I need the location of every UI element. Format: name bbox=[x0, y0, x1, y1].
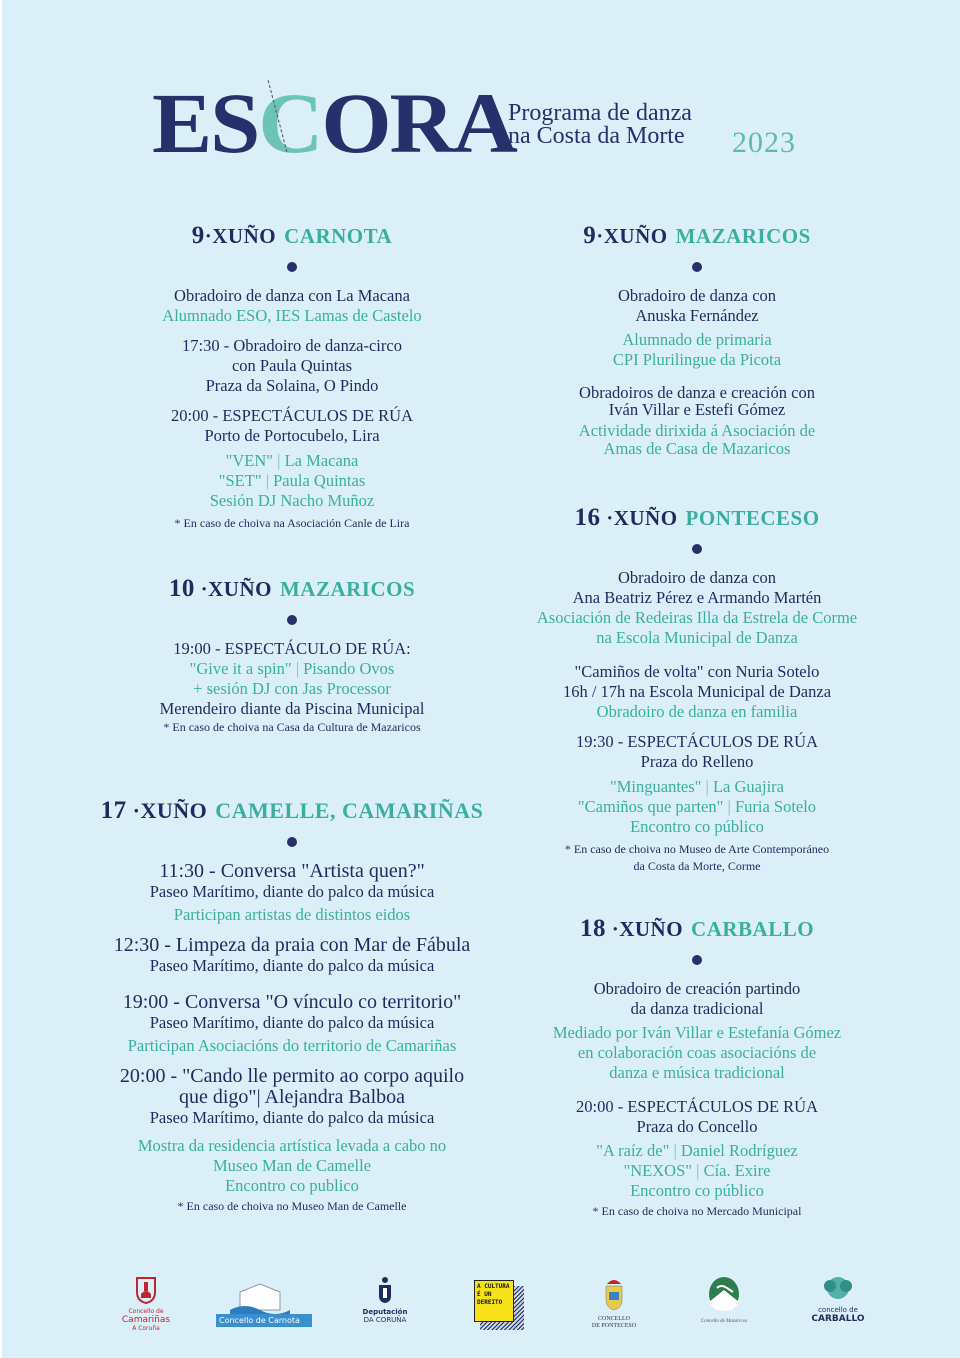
escora-logo bbox=[152, 75, 516, 171]
performance-line bbox=[502, 777, 892, 797]
show-title: "Camiños que parten" bbox=[577, 797, 724, 816]
day-place: MAZARICOS bbox=[279, 577, 416, 601]
logo-caption: Concello de Mazaricos bbox=[700, 1319, 748, 1324]
logo-caption: CONCELLO bbox=[598, 1316, 630, 1322]
show-artist: Paula Quintas bbox=[273, 471, 366, 490]
event-detail: Amas de Casa de Mazaricos bbox=[603, 439, 791, 458]
logo-caption: É UN DEREITO bbox=[477, 1291, 503, 1306]
bullet-dot bbox=[692, 955, 702, 965]
separator: | bbox=[673, 1141, 677, 1160]
tagline-line-2: na Costa da Morte bbox=[508, 123, 685, 149]
performance-line bbox=[92, 471, 492, 491]
bullet-dot bbox=[287, 615, 297, 625]
day-place: PONTECESO bbox=[685, 506, 820, 530]
logo-caption: concello de bbox=[818, 1306, 858, 1314]
event-block bbox=[502, 662, 892, 722]
day-section-carnota bbox=[92, 222, 492, 542]
year: 2023 bbox=[732, 126, 796, 159]
event-block bbox=[92, 406, 492, 532]
event-location: Porto de Portocubelo, Lira bbox=[204, 426, 380, 445]
logo-c-letter: C bbox=[258, 75, 322, 171]
event-location: Merendeiro diante da Piscina Municipal bbox=[159, 699, 425, 718]
camarinas-shield-icon bbox=[135, 1276, 157, 1304]
event-title: Obradoiros de danza e creación con bbox=[579, 383, 815, 402]
day-section-ponteceso bbox=[502, 504, 892, 885]
event-title: 11:30 - Conversa "Artista quen?" bbox=[159, 860, 425, 882]
mazaricos-heron-icon bbox=[707, 1276, 741, 1314]
day-number: 16 bbox=[574, 504, 601, 531]
logo-caption: A Coruña bbox=[132, 1325, 160, 1332]
day-number: 9 bbox=[583, 222, 597, 249]
event-title: que digo"| Alejandra Balboa bbox=[179, 1086, 405, 1108]
bullet-dot bbox=[692, 544, 702, 554]
separator: | bbox=[295, 659, 299, 678]
show-title: "A raíz de" bbox=[596, 1141, 670, 1160]
bullet-dot bbox=[287, 262, 297, 272]
separator: | bbox=[696, 1161, 700, 1180]
logo-carnota bbox=[216, 1276, 316, 1336]
event-detail: na Escola Municipal de Danza bbox=[596, 628, 798, 647]
event-title: 20:00 - ESPECTÁCULOS DE RÚA bbox=[170, 406, 413, 425]
day-number: 17 bbox=[100, 797, 127, 824]
day-heading bbox=[92, 222, 492, 250]
logo-deputacion bbox=[360, 1276, 410, 1336]
tagline bbox=[508, 102, 692, 148]
event-detail: Mostra da residencia artística levada a cabo no bbox=[137, 1136, 447, 1155]
event-block bbox=[92, 935, 492, 976]
day-section-mazaricos-10 bbox=[92, 575, 492, 746]
event-block bbox=[92, 992, 492, 1056]
logo-prefix: ES bbox=[152, 75, 259, 171]
day-month: ·XUÑO bbox=[596, 224, 668, 248]
show-title: "NEXOS" bbox=[623, 1161, 692, 1180]
event-title: "Camiños de volta" con Nuria Sotelo bbox=[574, 662, 820, 681]
day-section-camelle bbox=[92, 797, 492, 1225]
logo-caption: DE PONTECESO bbox=[591, 1323, 637, 1329]
event-location: Paseo Marítimo, diante do palco da música bbox=[149, 1108, 435, 1127]
day-place: CAMELLE, CAMARIÑAS bbox=[215, 798, 484, 823]
show-title: "Give it a spin" bbox=[189, 659, 292, 678]
show-artist: La Guajira bbox=[712, 777, 784, 796]
event-title: Obradoiro de danza con bbox=[617, 568, 777, 587]
day-heading bbox=[92, 797, 492, 825]
day-place: CARBALLO bbox=[691, 917, 815, 941]
event-location: Praza do Concello bbox=[636, 1117, 758, 1136]
day-month: ·XUÑO bbox=[204, 224, 277, 248]
performance-line: + sesión DJ con Jas Processor bbox=[193, 679, 391, 698]
separator: | bbox=[727, 797, 731, 816]
show-artist: Daniel Rodríguez bbox=[680, 1141, 798, 1160]
event-location: Praza da Solaina, O Pindo bbox=[205, 376, 379, 395]
logo-suffix: ORA bbox=[321, 75, 516, 171]
event-block bbox=[502, 568, 892, 648]
rain-note: da Costa da Morte, Corme bbox=[633, 859, 761, 873]
event-location: Paseo Marítimo, diante do palco da música bbox=[149, 956, 435, 975]
day-place: CARNOTA bbox=[284, 224, 393, 248]
event-detail: Actividade dirixida á Asociación de bbox=[578, 421, 816, 440]
event-detail: danza e música tradicional bbox=[609, 1063, 785, 1082]
event-detail: Encontro co publico bbox=[225, 1176, 359, 1195]
day-number: 18 bbox=[579, 915, 606, 942]
rain-note: * En caso de choiva no Museo Man de Camelle bbox=[177, 1199, 407, 1213]
deputacion-crest-icon bbox=[377, 1276, 393, 1304]
day-section-mazaricos-9 bbox=[502, 222, 892, 468]
event-detail: Mediado por Iván Villar e Estefanía Gómez bbox=[552, 1023, 842, 1042]
event-title: 20:00 - ESPECTÁCULOS DE RÚA bbox=[575, 1097, 818, 1116]
bullet-dot bbox=[692, 262, 702, 272]
logo-mazaricos bbox=[696, 1276, 752, 1336]
rain-note: * En caso de choiva na Asociación Canle de Lira bbox=[174, 516, 410, 530]
rain-note: * En caso de choiva na Casa da Cultura de Mazaricos bbox=[163, 720, 421, 734]
day-place: MAZARICOS bbox=[675, 224, 811, 248]
logo-caption: Concello de Carnota bbox=[216, 1314, 312, 1327]
event-title: 20:00 - "Cando lle permito ao corpo aquilo bbox=[119, 1065, 465, 1087]
performance-line: Encontro co público bbox=[630, 817, 764, 836]
event-block bbox=[92, 286, 492, 326]
header bbox=[152, 75, 832, 171]
performance-line bbox=[502, 1161, 892, 1181]
sponsor-logos bbox=[102, 1276, 882, 1340]
event-block bbox=[92, 336, 492, 396]
rain-note: * En caso de choiva no Museo de Arte Contemporáneo bbox=[564, 842, 830, 856]
event-title: con Paula Quintas bbox=[231, 356, 353, 375]
event-location: Paseo Marítimo, diante do palco da música bbox=[149, 1013, 435, 1032]
day-month: ·XUÑO bbox=[606, 506, 678, 530]
show-artist: Cía. Exire bbox=[703, 1161, 771, 1180]
tagline-line-1: Programa de danza bbox=[508, 100, 692, 126]
cultura-box bbox=[474, 1280, 514, 1322]
event-block bbox=[502, 1097, 892, 1220]
event-detail: Participan artistas de distintos eidos bbox=[173, 905, 411, 924]
event-title: 17:30 - Obradoiro de danza-circo bbox=[182, 336, 402, 355]
event-title: Obradoiro de danza con bbox=[617, 286, 777, 305]
performance-line: Encontro co público bbox=[630, 1181, 764, 1200]
logo-ponteceso bbox=[584, 1276, 644, 1336]
event-block bbox=[502, 286, 892, 370]
logo-camarinas bbox=[118, 1276, 174, 1336]
separator: | bbox=[277, 451, 281, 470]
day-heading bbox=[502, 222, 892, 250]
show-artist: Pisando Ovos bbox=[303, 659, 395, 678]
event-title: 19:30 - ESPECTÁCULOS DE RÚA bbox=[575, 732, 818, 751]
event-detail: Obradoiro de danza en familia bbox=[596, 702, 798, 721]
logo-caption: Concello de bbox=[128, 1308, 164, 1315]
day-month: ·XUÑO bbox=[132, 798, 208, 823]
day-heading bbox=[92, 575, 492, 603]
event-block bbox=[92, 1066, 492, 1215]
event-title: Obradoiro de creación partindo bbox=[593, 979, 801, 998]
event-title: Anuska Fernández bbox=[635, 306, 759, 325]
event-title: da danza tradicional bbox=[630, 999, 764, 1018]
show-artist: La Macana bbox=[284, 451, 359, 470]
event-location: Praza do Relleno bbox=[640, 752, 754, 771]
performance-line bbox=[502, 1141, 892, 1161]
event-block bbox=[502, 732, 892, 875]
event-detail: en colaboración coas asociacións de bbox=[577, 1043, 817, 1062]
event-detail: CPI Plurilingue da Picota bbox=[612, 350, 782, 369]
carballo-tree-icon bbox=[820, 1276, 856, 1302]
event-location: Paseo Marítimo, diante do palco da música bbox=[149, 882, 435, 901]
event-title: Iván Villar e Estefi Gómez bbox=[608, 400, 786, 419]
logo-caption: CARBALLO bbox=[811, 1314, 865, 1324]
event-title: Ana Beatriz Pérez e Armando Martén bbox=[572, 588, 822, 607]
logo-caption: A CULTURA bbox=[477, 1283, 510, 1290]
event-title: 12:30 - Limpeza da praia con Mar de Fábula bbox=[113, 934, 471, 956]
event-title: 19:00 - Conversa "O vínculo co territorio" bbox=[122, 991, 462, 1013]
day-month: ·XUÑO bbox=[611, 917, 684, 941]
day-month: ·XUÑO bbox=[200, 577, 272, 601]
event-detail: Asociación de Redeiras Illa da Estrela de Corme bbox=[536, 608, 858, 627]
show-title: "VEN" bbox=[225, 451, 274, 470]
event-detail: Museo Man de Camelle bbox=[212, 1156, 372, 1175]
bullet-dot bbox=[287, 837, 297, 847]
logo-caption: DA CORUÑA bbox=[363, 1316, 407, 1324]
day-number: 10 bbox=[168, 575, 195, 602]
separator: | bbox=[265, 471, 269, 490]
event-detail: Participan Asociacións do territorio de Camariñas bbox=[127, 1036, 457, 1055]
event-title: 16h / 17h na Escola Municipal de Danza bbox=[562, 682, 832, 701]
event-block bbox=[502, 979, 892, 1083]
event-detail: Alumnado de primaria bbox=[622, 330, 772, 349]
event-title: Obradoiro de danza con La Macana bbox=[174, 286, 410, 305]
logo-caption: Deputación bbox=[362, 1308, 408, 1316]
performance-line bbox=[502, 797, 892, 817]
day-heading bbox=[502, 504, 892, 532]
performance-line bbox=[92, 451, 492, 471]
separator: | bbox=[705, 777, 709, 796]
show-title: "SET" bbox=[218, 471, 262, 490]
rain-note: * En caso de choiva no Mercado Municipal bbox=[592, 1204, 802, 1218]
day-heading bbox=[502, 915, 892, 943]
day-number: 9 bbox=[191, 222, 205, 249]
event-block bbox=[92, 639, 492, 736]
event-detail: Alumnado ESO, IES Lamas de Castelo bbox=[162, 306, 422, 325]
carnota-horreo-icon bbox=[230, 1280, 290, 1314]
event-block bbox=[502, 384, 892, 458]
logo-carballo bbox=[810, 1276, 866, 1336]
logo-cultura-dereito bbox=[474, 1276, 528, 1336]
event-title: 19:00 - ESPECTÁCULO DE RÚA: bbox=[173, 639, 411, 658]
show-title: "Minguantes" bbox=[610, 777, 702, 796]
show-artist: Furia Sotelo bbox=[734, 797, 817, 816]
ponteceso-crest-icon bbox=[603, 1276, 625, 1312]
event-block bbox=[92, 861, 492, 925]
day-section-carballo bbox=[502, 915, 892, 1230]
performance-line bbox=[92, 659, 492, 679]
performance-line: Sesión DJ Nacho Muñoz bbox=[209, 491, 375, 510]
logo-caption: Camariñas bbox=[121, 1315, 171, 1325]
